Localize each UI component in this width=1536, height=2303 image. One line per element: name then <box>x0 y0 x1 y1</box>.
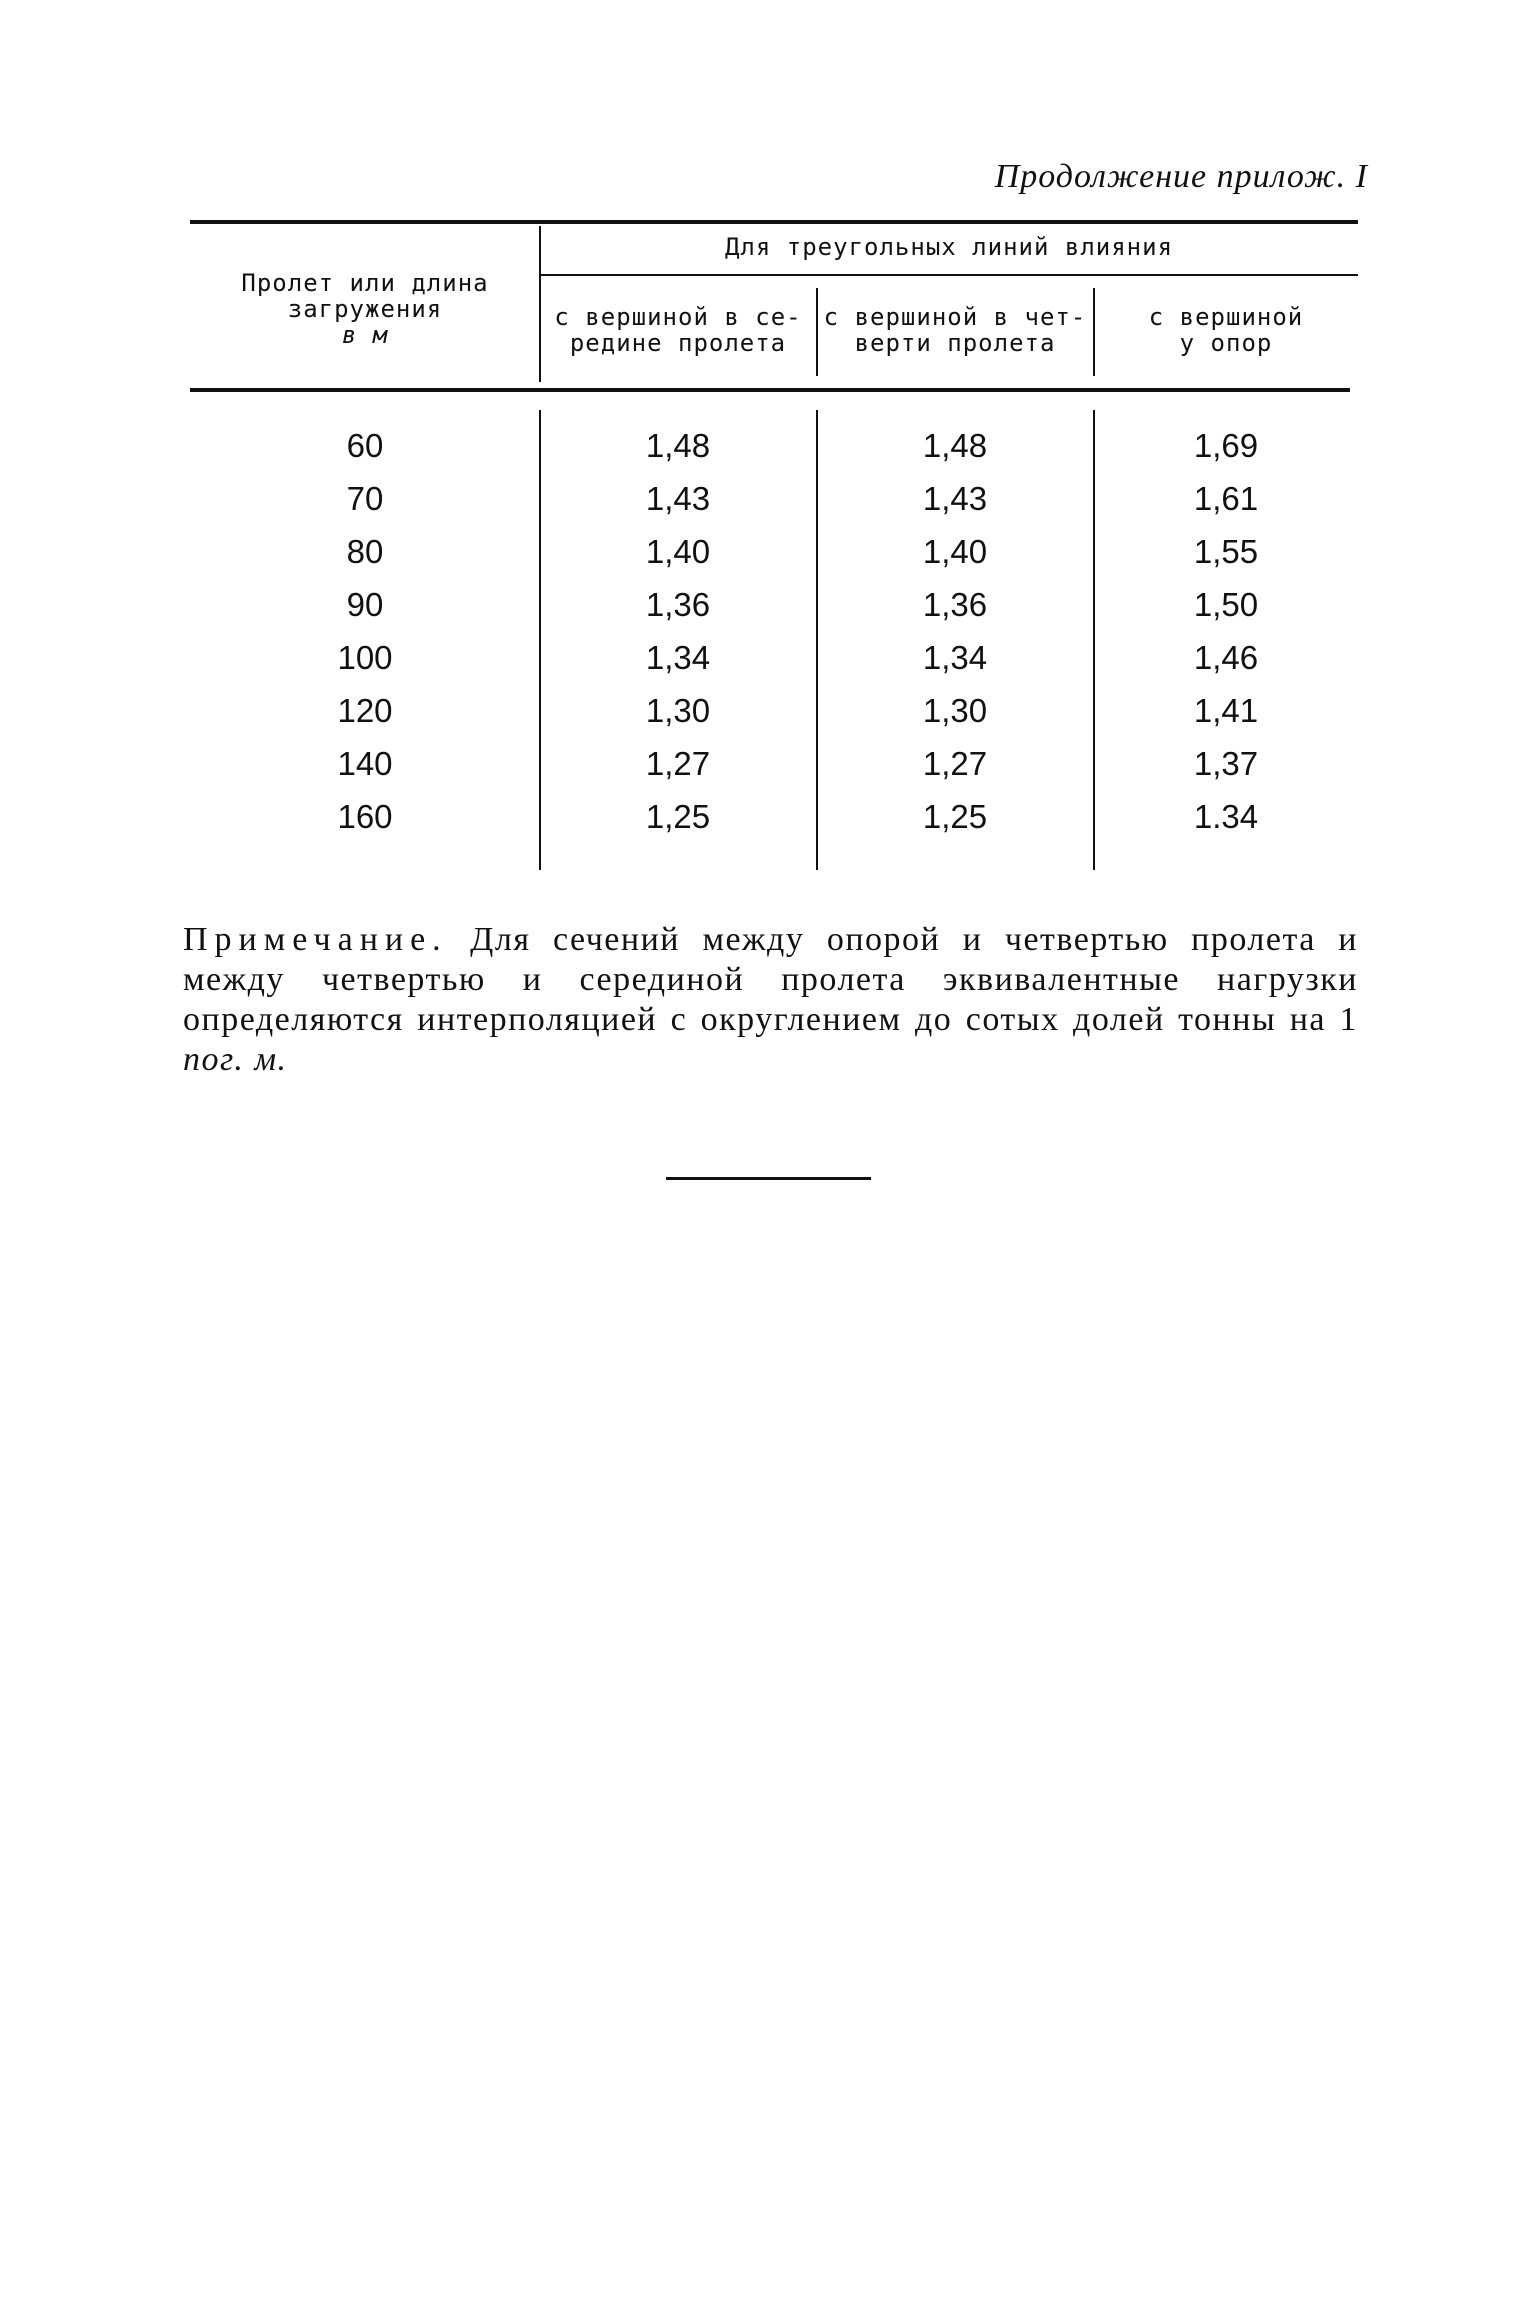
row-header-line: загружения <box>287 295 443 323</box>
note-text: Для сечений между опорой и четвертью пролета и между четвертью и серединой пролета эквивалентные нагрузки определяются интерполяцией с округлением до сотых долей тонны на 1 <box>183 921 1358 1038</box>
cell-mid: 1,30 <box>645 692 711 729</box>
row-header-line: Пролет или длина <box>241 269 489 297</box>
section-end-rule <box>666 1177 871 1180</box>
cell-quarter: 1,34 <box>922 639 988 676</box>
cell-span: 140 <box>337 745 393 782</box>
cell-mid: 1,36 <box>645 586 711 623</box>
col-header-line: с вершиной в чет- <box>823 303 1087 331</box>
cell-support: 1,41 <box>1193 692 1259 729</box>
col-header-support <box>1094 304 1358 356</box>
cell-span: 120 <box>337 692 393 729</box>
note-lead: Примечание. <box>183 921 448 958</box>
continuation-header: Продолжение прилож. I <box>994 158 1368 195</box>
span-header-rule <box>540 274 1358 276</box>
col-header-line: с вершиной в се- <box>554 303 802 331</box>
cell-span: 90 <box>346 586 384 623</box>
cell-support: 1,37 <box>1193 745 1259 782</box>
cell-support: 1.34 <box>1193 798 1259 835</box>
cell-span: 60 <box>346 427 384 464</box>
cell-support: 1,69 <box>1193 427 1259 464</box>
equivalent-load-table <box>190 220 1360 880</box>
note-unit: пог. м. <box>183 1041 288 1078</box>
col-header-line: с вершиной <box>1148 303 1304 331</box>
table-top-rule <box>190 220 1358 224</box>
cell-span: 80 <box>346 533 384 570</box>
cell-quarter: 1,25 <box>922 798 988 835</box>
cell-quarter: 1,43 <box>922 480 988 517</box>
cell-span: 70 <box>346 480 384 517</box>
cell-mid: 1,27 <box>645 745 711 782</box>
cell-support: 1,55 <box>1193 533 1259 570</box>
col-header-line: верти пролета <box>854 329 1056 357</box>
col-header-line: у опор <box>1179 329 1273 357</box>
cell-span: 160 <box>337 798 393 835</box>
cell-quarter: 1,36 <box>922 586 988 623</box>
cell-mid: 1,48 <box>645 427 711 464</box>
row-header-line: в м <box>341 321 389 349</box>
cell-span: 100 <box>337 639 393 676</box>
cell-mid: 1,40 <box>645 533 711 570</box>
table-note <box>183 920 1358 1080</box>
cell-support: 1,61 <box>1193 480 1259 517</box>
cell-mid: 1,34 <box>645 639 711 676</box>
cell-quarter: 1,30 <box>922 692 988 729</box>
col-header-line: редине пролета <box>569 329 787 357</box>
cell-quarter: 1,40 <box>922 533 988 570</box>
row-header <box>190 270 540 348</box>
cell-quarter: 1,27 <box>922 745 988 782</box>
cell-support: 1,46 <box>1193 639 1259 676</box>
cell-support: 1,50 <box>1193 586 1259 623</box>
cell-mid: 1,43 <box>645 480 711 517</box>
col-header-mid <box>540 304 816 356</box>
span-header: Для треугольных линий влияния <box>724 233 1174 261</box>
cell-mid: 1,25 <box>645 798 711 835</box>
col-header-quarter <box>817 304 1093 356</box>
header-bottom-rule <box>190 388 1350 392</box>
cell-quarter: 1,48 <box>922 427 988 464</box>
